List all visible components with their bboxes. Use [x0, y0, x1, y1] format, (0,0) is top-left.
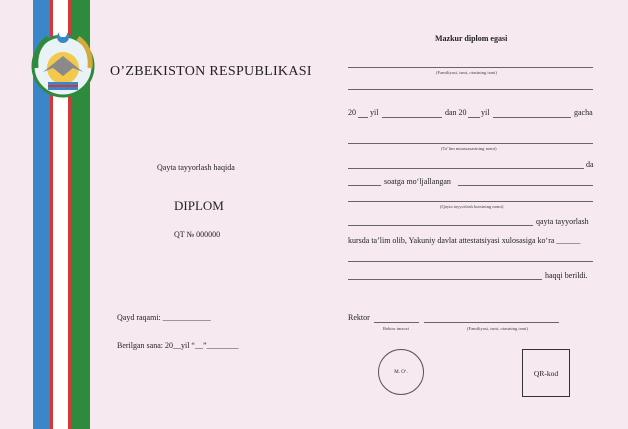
holder-title: Mazkur diplom egasi	[435, 34, 508, 43]
seal-placeholder	[378, 349, 424, 395]
rector-signature-caption: Rektor imzosi	[383, 326, 409, 331]
edu-caption: (Ta’lim muassasasining nomi)	[441, 146, 497, 151]
country-name: O’ZBEKISTON RESPUBLIKASI	[110, 64, 312, 79]
program-caption: (Qayta tayyorlash kursining nomi)	[440, 204, 504, 209]
edu-line-2	[348, 168, 584, 169]
document-title: DIPLOM	[174, 198, 224, 213]
date-to-blank	[493, 117, 571, 118]
rector-label: Rektor	[348, 313, 370, 322]
retraining-text: qayta tayyorlash	[536, 217, 589, 226]
year-from-prefix: 20	[348, 108, 356, 117]
fio-line-2	[348, 89, 593, 90]
fio-caption: (Familiyasi, ismi, otasining ismi)	[436, 70, 497, 75]
qr-code-placeholder	[522, 349, 570, 397]
rector-name-caption: (Familiyasi, ismi, otasining ismi)	[467, 326, 528, 331]
result-line	[348, 261, 593, 262]
course-text: kursda ta’lim olib, Yakuniy davlat attestatsiyasi xulosasiga ko‘ra ______	[348, 236, 581, 245]
result-line-2	[348, 279, 542, 280]
hours-label: soatga mo‘ljallangan	[384, 177, 451, 186]
rector-name-line	[424, 322, 559, 323]
gacha-label: gacha	[574, 108, 593, 117]
rights-granted-text: haqqi berildi.	[545, 271, 588, 280]
seal-label: M. O‘.	[394, 369, 408, 375]
rector-signature-line	[374, 322, 419, 323]
year-to-prefix: dan 20	[445, 108, 467, 117]
issue-date: Berilgan sana: 20__yil “__”________	[117, 341, 239, 350]
program-line-2	[348, 225, 533, 226]
hours-rest-line	[458, 185, 593, 186]
registration-number: Qayd raqami: ____________	[117, 313, 211, 322]
date-from-blank	[382, 117, 442, 118]
year-to-suffix: yil	[481, 108, 490, 117]
qr-code-label: QR-kod	[533, 368, 559, 378]
retraining-label: Qayta tayyorlash haqida	[157, 163, 235, 172]
hours-blank	[348, 185, 381, 186]
year-to-blank	[468, 117, 480, 118]
program-line	[348, 201, 593, 202]
da-label: da	[586, 160, 594, 169]
edu-line	[348, 143, 593, 144]
fio-line	[348, 67, 593, 68]
diploma-series-number: QT № 000000	[174, 230, 221, 239]
year-from-suffix: yil	[370, 108, 379, 117]
state-emblem-icon	[28, 28, 98, 100]
year-from-blank	[358, 117, 368, 118]
